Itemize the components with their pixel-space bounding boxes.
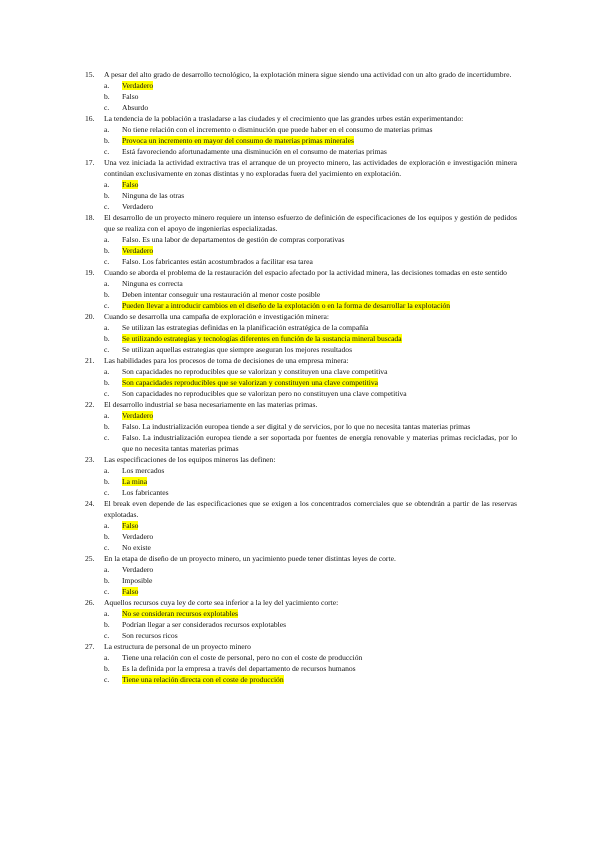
- question-number: 18.: [85, 213, 95, 222]
- answer-options: [85, 179, 517, 212]
- answer-options: [85, 652, 517, 685]
- question-number: 21.: [85, 356, 95, 365]
- option-text: Los fabricantes: [122, 488, 169, 497]
- question-text: [85, 355, 517, 366]
- option-letter: c.: [104, 147, 110, 156]
- question-number: 26.: [85, 598, 95, 607]
- option-text: Son capacidades no reproducibles que se valorizan pero no constituyen una clave competitiva: [122, 389, 407, 398]
- answer-option: [85, 146, 517, 157]
- option-letter: b.: [104, 92, 110, 101]
- option-letter: c.: [104, 587, 110, 596]
- option-text: No se consideran recursos explotables: [122, 609, 238, 618]
- option-text: Falso. La industrialización europea tiende a ser soportada por fuentes de energía renovable y materias primas recicladas, por lo que no necesita tantas materias primas: [122, 433, 517, 453]
- option-letter: b.: [104, 576, 110, 585]
- answer-option-highlighted: [85, 245, 517, 256]
- question-block: [85, 454, 517, 498]
- option-text: Son capacidades no reproducibles que se valorizan y constituyen una clave competitiva: [122, 367, 388, 376]
- answer-option-highlighted: [85, 300, 517, 311]
- question-number: 15.: [85, 70, 95, 79]
- question-text: [85, 267, 517, 278]
- question-statement: Las habilidades para los procesos de toma de decisiones de una empresa minera:: [104, 356, 349, 365]
- option-text: Pueden llevar a introducir cambios en el diseño de la explotación o en la forma de desarrollar la explotación: [122, 301, 451, 310]
- option-letter: b.: [104, 290, 110, 299]
- option-text: Los mercados: [122, 466, 165, 475]
- answer-option-highlighted: [85, 410, 517, 421]
- option-text: Falso: [122, 180, 139, 189]
- option-text: Imposible: [122, 576, 153, 585]
- option-letter: c.: [104, 488, 110, 497]
- answer-option: [85, 102, 517, 113]
- option-text: Está favoreciendo afortunadamente una disminución en el consumo de materias primas: [122, 147, 387, 156]
- question-block: [85, 641, 517, 685]
- option-letter: c.: [104, 631, 110, 640]
- answer-option: [85, 487, 517, 498]
- option-letter: a.: [104, 521, 110, 530]
- answer-option: [85, 564, 517, 575]
- answer-option-highlighted: [85, 476, 517, 487]
- question-statement: A pesar del alto grado de desarrollo tecnológico, la explotación minera sigue siendo una actividad con un alto grado de incertidumbre.: [104, 70, 512, 79]
- answer-option: [85, 234, 517, 245]
- question-block: [85, 157, 517, 212]
- option-text: Es la definida por la empresa a través del departamento de recursos humanos: [122, 664, 356, 673]
- answer-option-highlighted: [85, 608, 517, 619]
- option-letter: b.: [104, 532, 110, 541]
- option-text: Son capacidades reproducibles que se valorizan y constituyen una clave competitiva: [122, 378, 378, 387]
- option-letter: a.: [104, 235, 110, 244]
- option-text: Falso. Los fabricantes están acostumbrados a facilitar esa tarea: [122, 257, 313, 266]
- option-text: Falso. Es una labor de departamentos de gestión de compras corporativas: [122, 235, 345, 244]
- answer-options: [85, 278, 517, 311]
- question-text: [85, 553, 517, 564]
- answer-option: [85, 289, 517, 300]
- question-statement: El break even depende de las especificaciones que se exigen a los concentrados comerciales que se obtendrán a partir de las reservas explotadas.: [104, 499, 517, 519]
- option-letter: a.: [104, 565, 110, 574]
- answer-option: [85, 344, 517, 355]
- option-text: Se utilizando estrategias y tecnologías diferentes en función de la sustancia mineral buscada: [122, 334, 402, 343]
- answer-option: [85, 432, 517, 454]
- answer-option: [85, 630, 517, 641]
- answer-option-highlighted: [85, 520, 517, 531]
- answer-option: [85, 190, 517, 201]
- question-text: [85, 113, 517, 124]
- option-letter: a.: [104, 125, 110, 134]
- question-block: [85, 113, 517, 157]
- answer-option: [85, 542, 517, 553]
- option-text: Deben intentar conseguir una restauración al menor coste posible: [122, 290, 321, 299]
- option-text: No tiene relación con el incremento o disminución que puede haber en el consumo de materias primas: [122, 125, 433, 134]
- option-letter: c.: [104, 103, 110, 112]
- answer-option: [85, 278, 517, 289]
- answer-options: [85, 465, 517, 498]
- answer-option-highlighted: [85, 179, 517, 190]
- option-letter: c.: [104, 301, 110, 310]
- question-statement: En la etapa de diseño de un proyecto minero, un yacimiento puede tener distintas leyes de corte.: [104, 554, 396, 563]
- option-letter: b.: [104, 136, 110, 145]
- answer-option: [85, 256, 517, 267]
- document-page: [85, 69, 517, 685]
- answer-options: [85, 80, 517, 113]
- answer-option-highlighted: [85, 135, 517, 146]
- option-text: Verdadero: [122, 411, 154, 420]
- question-text: [85, 157, 517, 179]
- option-letter: b.: [104, 664, 110, 673]
- option-letter: c.: [104, 433, 110, 442]
- option-text: Ninguna de las otras: [122, 191, 185, 200]
- question-block: [85, 212, 517, 267]
- option-text: Verdadero: [122, 81, 154, 90]
- question-statement: La tendencia de la población a trasladarse a las ciudades y el crecimiento que las grandes urbes están experimentando:: [104, 114, 464, 123]
- option-text: Son recursos ricos: [122, 631, 178, 640]
- question-text: [85, 399, 517, 410]
- option-letter: c.: [104, 257, 110, 266]
- question-block: [85, 498, 517, 553]
- answer-option-highlighted: [85, 80, 517, 91]
- option-text: Se utilizan las estrategias definidas en la planificación estratégica de la compañía: [122, 323, 369, 332]
- option-letter: c.: [104, 345, 110, 354]
- option-letter: a.: [104, 609, 110, 618]
- option-text: Falso: [122, 92, 139, 101]
- option-text: Tiene una relación con el coste de personal, pero no con el coste de producción: [122, 653, 363, 662]
- question-text: [85, 311, 517, 322]
- question-statement: El desarrollo industrial se basa necesariamente en las materias primas.: [104, 400, 318, 409]
- option-letter: c.: [104, 389, 110, 398]
- question-number: 20.: [85, 312, 95, 321]
- answer-options: [85, 564, 517, 597]
- option-letter: a.: [104, 279, 110, 288]
- option-text: Falso: [122, 587, 139, 596]
- question-statement: Cuando se desarrolla una campaña de exploración e investigación minera:: [104, 312, 329, 321]
- option-letter: b.: [104, 378, 110, 387]
- option-text: Absurdo: [122, 103, 149, 112]
- option-letter: a.: [104, 411, 110, 420]
- answer-option: [85, 421, 517, 432]
- answer-options: [85, 608, 517, 641]
- question-block: [85, 311, 517, 355]
- answer-options: [85, 124, 517, 157]
- answer-option: [85, 388, 517, 399]
- question-block: [85, 355, 517, 399]
- question-statement: Las especificaciones de los equipos mineros las definen:: [104, 455, 276, 464]
- option-text: Verdadero: [122, 246, 154, 255]
- option-text: La mina: [122, 477, 148, 486]
- answer-option: [85, 201, 517, 212]
- option-letter: c.: [104, 675, 110, 684]
- question-block: [85, 69, 517, 113]
- option-letter: a.: [104, 323, 110, 332]
- option-text: Verdadero: [122, 532, 154, 541]
- question-text: [85, 212, 517, 234]
- question-number: 23.: [85, 455, 95, 464]
- option-text: Provoca un incremento en mayor del consumo de materias primas minerales: [122, 136, 354, 145]
- answer-options: [85, 520, 517, 553]
- option-letter: a.: [104, 81, 110, 90]
- answer-option: [85, 531, 517, 542]
- option-text: Se utilizan aquellas estrategias que siempre aseguran los mejores resultados: [122, 345, 353, 354]
- option-text: Verdadero: [122, 565, 154, 574]
- question-statement: La estructura de personal de un proyecto minero: [104, 642, 251, 651]
- option-letter: c.: [104, 202, 110, 211]
- answer-option: [85, 124, 517, 135]
- question-text: [85, 498, 517, 520]
- option-letter: b.: [104, 334, 110, 343]
- answer-option: [85, 575, 517, 586]
- answer-option: [85, 366, 517, 377]
- option-letter: b.: [104, 422, 110, 431]
- option-letter: b.: [104, 246, 110, 255]
- question-statement: El desarrollo de un proyecto minero requiere un intenso esfuerzo de definición de especificaciones de los equipos y gestión de pedidos que se realiza con el apoyo de ingenierías especializadas.: [104, 213, 517, 233]
- answer-option: [85, 465, 517, 476]
- question-number: 24.: [85, 499, 95, 508]
- question-statement: Cuando se aborda el problema de la restauración del espacio afectado por la actividad minera, las decisiones tomadas en este sentido: [104, 268, 507, 277]
- answer-options: [85, 366, 517, 399]
- question-block: [85, 267, 517, 311]
- option-letter: a.: [104, 653, 110, 662]
- question-text: [85, 597, 517, 608]
- option-letter: b.: [104, 191, 110, 200]
- option-text: Ninguna es correcta: [122, 279, 183, 288]
- answer-option-highlighted: [85, 674, 517, 685]
- option-text: Falso. La industrialización europea tiende a ser digital y de servicios, por lo que no necesita tantas materias primas: [122, 422, 471, 431]
- answer-options: [85, 410, 517, 454]
- option-text: No existe: [122, 543, 151, 552]
- option-text: Verdadero: [122, 202, 154, 211]
- option-letter: b.: [104, 477, 110, 486]
- question-number: 22.: [85, 400, 95, 409]
- option-text: Falso: [122, 521, 139, 530]
- option-letter: c.: [104, 543, 110, 552]
- answer-option: [85, 663, 517, 674]
- answer-option-highlighted: [85, 377, 517, 388]
- question-block: [85, 597, 517, 641]
- question-text: [85, 641, 517, 652]
- option-letter: b.: [104, 620, 110, 629]
- question-statement: Una vez iniciada la actividad extractiva tras el arranque de un proyecto minero, las actividades de exploración e investigación minera continúan exclusivamente en zonas distintas y no exploradas fuera del yacimiento en explotación.: [104, 158, 517, 178]
- answer-option-highlighted: [85, 333, 517, 344]
- answer-option: [85, 322, 517, 333]
- question-block: [85, 553, 517, 597]
- answer-option: [85, 91, 517, 102]
- answer-option: [85, 652, 517, 663]
- question-statement: Aquellos recursos cuya ley de corte sea inferior a la ley del yacimiento corte:: [104, 598, 339, 607]
- question-number: 19.: [85, 268, 95, 277]
- question-text: [85, 454, 517, 465]
- question-number: 16.: [85, 114, 95, 123]
- answer-options: [85, 234, 517, 267]
- option-letter: a.: [104, 466, 110, 475]
- option-text: Podrían llegar a ser considerados recursos explotables: [122, 620, 287, 629]
- option-text: Tiene una relación directa con el coste de producción: [122, 675, 284, 684]
- answer-options: [85, 322, 517, 355]
- question-number: 17.: [85, 158, 95, 167]
- question-text: [85, 69, 517, 80]
- option-letter: a.: [104, 180, 110, 189]
- question-number: 25.: [85, 554, 95, 563]
- question-number: 27.: [85, 642, 95, 651]
- answer-option: [85, 619, 517, 630]
- answer-option-highlighted: [85, 586, 517, 597]
- question-block: [85, 399, 517, 454]
- option-letter: a.: [104, 367, 110, 376]
